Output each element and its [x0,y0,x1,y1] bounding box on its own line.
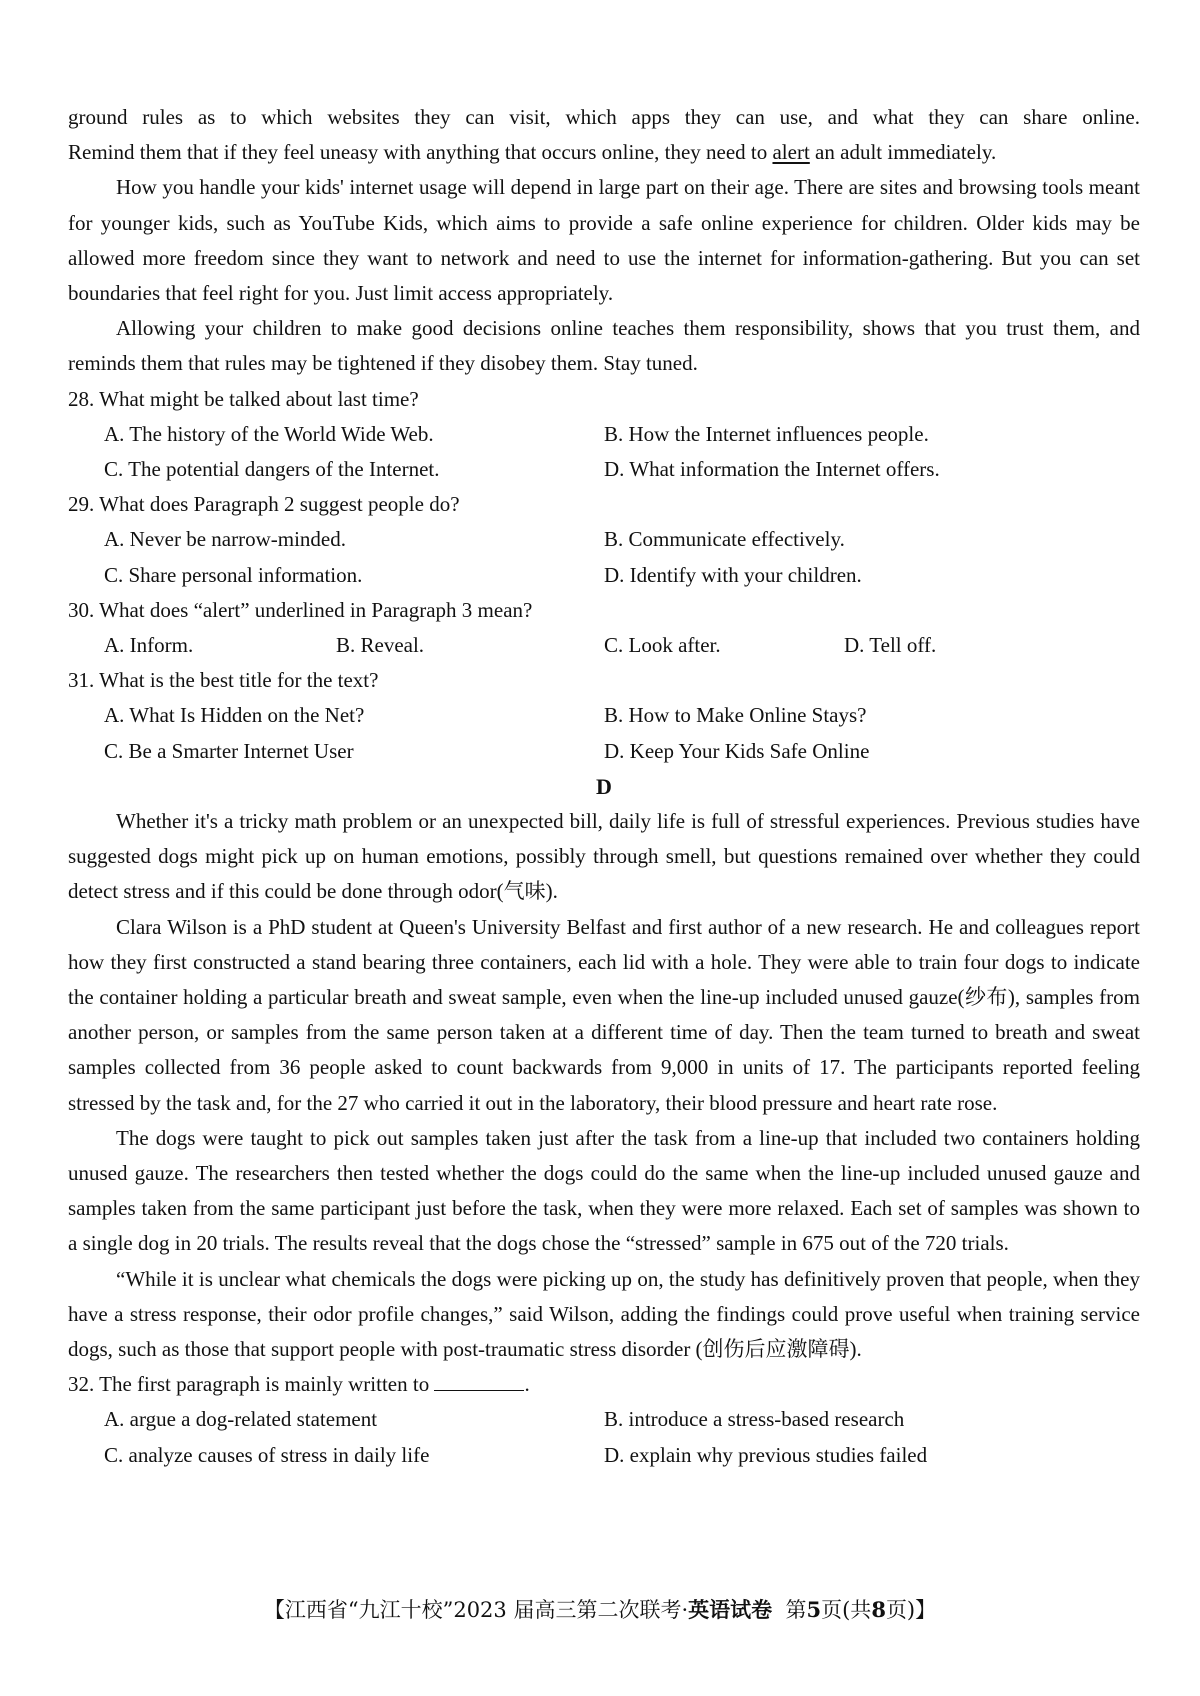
footer-page-mid: 页(共 [821,1598,872,1622]
exam-page [68,100,1140,1473]
option-b: B. How to Make Online Stays? [604,703,867,728]
option-d: D. Keep Your Kids Safe Online [604,738,870,763]
text-segment: Remind them that if they feel uneasy with anything that occurs online, they need to [68,140,773,165]
option-b: B. Reveal. [336,632,425,657]
footer-page-post: 页)】 [885,1598,937,1622]
question-32-stem [68,1367,1140,1402]
option-d: D. Tell off. [844,632,937,657]
text-segment: . [524,1372,530,1397]
passage-d-para2: Clara Wilson is a PhD student at Queen's University Belfast and first author of a new research. He and colleagues report how they first constructed a stand bearing three containers, each lid with a hole. They were able to train four dogs to indicate the container holding a particular breath and sweat sample, even when the line-up included unused gauze(纱布), samples from another person, or samples from the same person taken at a different time of day. Then the team turned to breath and sweat samples collected from 36 people asked to count backwards from 9,000 in units of 17. The participants reported feeling stressed by the task and, for the 27 who carried it out in the laboratory, their blood pressure and heart rate rose. [68,914,1140,1115]
option-b: B. How the Internet influences people. [604,421,929,446]
footer-page-total: 8 [871,1597,886,1622]
option-b: B. Communicate effectively. [604,527,845,552]
option-c: C. analyze causes of stress in daily life [104,1442,430,1467]
question-30-stem: 30. What does “alert” underlined in Paragraph 3 mean? [68,597,533,622]
question-32-options-row2 [68,1438,1140,1473]
question-32-options-row1 [68,1402,1140,1437]
option-a: A. argue a dog-related statement [104,1407,378,1432]
option-b: B. introduce a stress-based research [604,1407,905,1432]
footer-subject: 英语试卷 [688,1597,773,1622]
option-c: C. Be a Smarter Internet User [104,738,354,763]
option-a: A. The history of the World Wide Web. [104,421,434,446]
option-a: A. Inform. [104,632,194,657]
text-segment: 32. The first paragraph is mainly written to [68,1372,435,1397]
section-d-heading: D [596,773,612,799]
passage-d-para4: “While it is unclear what chemicals the dogs were picking up on, the study has definitively proven that people, when they have a stress response, their odor profile changes,” said Wilson, adding the findings could prove useful when training service dogs, such as those that support people with post-traumatic stress disorder (创伤后应激障碍). [68,1266,1140,1361]
option-c: C. Look after. [604,632,721,657]
option-d: D. explain why previous studies failed [604,1442,928,1467]
question-30-options-row [68,628,1140,663]
option-c: C. The potential dangers of the Internet. [104,457,440,482]
footer-exam-title: 【江西省“九江十校”2023 届高三第二次联考· [263,1598,689,1622]
question-31-options-row1 [68,698,1140,733]
question-29-stem: 29. What does Paragraph 2 suggest people do? [68,492,460,517]
option-a: A. What Is Hidden on the Net? [104,703,365,728]
underlined-word-alert: alert [772,140,810,165]
passage-d-para1: Whether it's a tricky math problem or an unexpected bill, daily life is full of stressful experiences. Previous studies have suggested dogs might pick up on human emotions, possibly through smell, but questions remained over whether they could detect stress and if this could be done through odor(气味). [68,808,1140,904]
question-28-options-row2 [68,452,1140,487]
question-31-options-row2 [68,734,1140,769]
option-c: C. Share personal information. [104,562,363,587]
footer-page-pre: 第 [785,1598,807,1622]
question-28-stem: 28. What might be talked about last time? [68,386,419,411]
footer-page-number: 5 [806,1597,822,1622]
question-29-options-row1 [68,522,1140,557]
answer-blank [434,1372,524,1391]
question-29-options-row2 [68,558,1140,593]
passage-d-para3: The dogs were taught to pick out samples taken just after the task from a line-up that included two containers holding unused gauze. The researchers then tested whether the dogs could do the same when the line-up included unused gauze and samples taken from the same participant just before the task, when they were more relaxed. Each set of samples was shown to a single dog in 20 trials. The results reveal that the dogs chose the “stressed” sample in 675 out of the 720 trials. [68,1125,1140,1256]
passage-c-para1-line1: ground rules as to which websites they can visit, which apps they can use, and what they can share online. [68,105,1140,129]
page-footer [0,1593,1200,1627]
passage-c-para3: Allowing your children to make good decisions online teaches them responsibility, shows that you trust them, and reminds them that rules may be tightened if they disobey them. Stay tuned. [68,316,1140,376]
option-d: D. Identify with your children. [604,562,862,587]
option-a: A. Never be narrow-minded. [104,527,346,552]
passage-c-para1-line2 [68,135,1140,170]
question-28-options-row1 [68,417,1140,452]
question-31-stem: 31. What is the best title for the text? [68,668,379,693]
passage-c-para2: How you handle your kids' internet usage will depend in large part on their age. There are sites and browsing tools meant for younger kids, such as YouTube Kids, which aims to provide a safe online experience for children. Older kids may be allowed more freedom since they want to network and need to use the internet for information-gathering. But you can set boundaries that feel right for you. Just limit access appropriately. [68,175,1140,306]
option-d: D. What information the Internet offers. [604,457,940,482]
text-segment: an adult immediately. [809,140,997,165]
